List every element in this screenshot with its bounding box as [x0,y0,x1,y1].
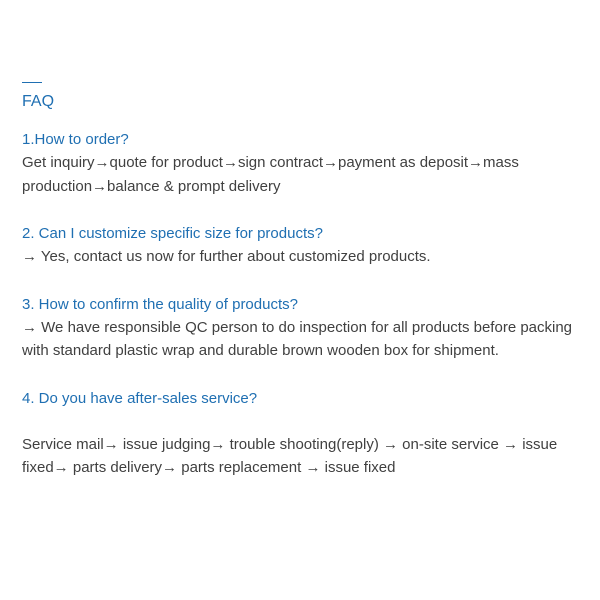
faq-item [22,293,582,363]
faq-question: 3. How to confirm the quality of products? [22,295,298,313]
faq-item [22,128,582,198]
faq-item [22,222,582,269]
faq-question: 2. Can I customize specific size for products? [22,225,323,242]
faq-answer: → We have responsible QC person to do inspection for all products before packing with standard plastic wrap and durable brown wooden box for shipment. [22,318,573,359]
faq-answer: Get inquiry→quote for product→sign contract→payment as deposit→mass production→balance & prompt delivery [22,154,519,195]
faq-answer: → Yes, contact us now for further about customized products. [22,248,431,265]
faq-question: 4. Do you have after-sales service? [22,389,258,407]
title-underline-divider [22,82,42,83]
faq-answer: Service mail→ issue judging→ trouble shooting(reply) → on-site service → issue fixed→ parts delivery→ parts replacement → issue fixed [22,435,558,476]
faq-item [22,387,582,480]
faq-title: FAQ [22,93,55,110]
faq-question: 1.How to order? [22,131,129,148]
faq-section [22,82,582,480]
